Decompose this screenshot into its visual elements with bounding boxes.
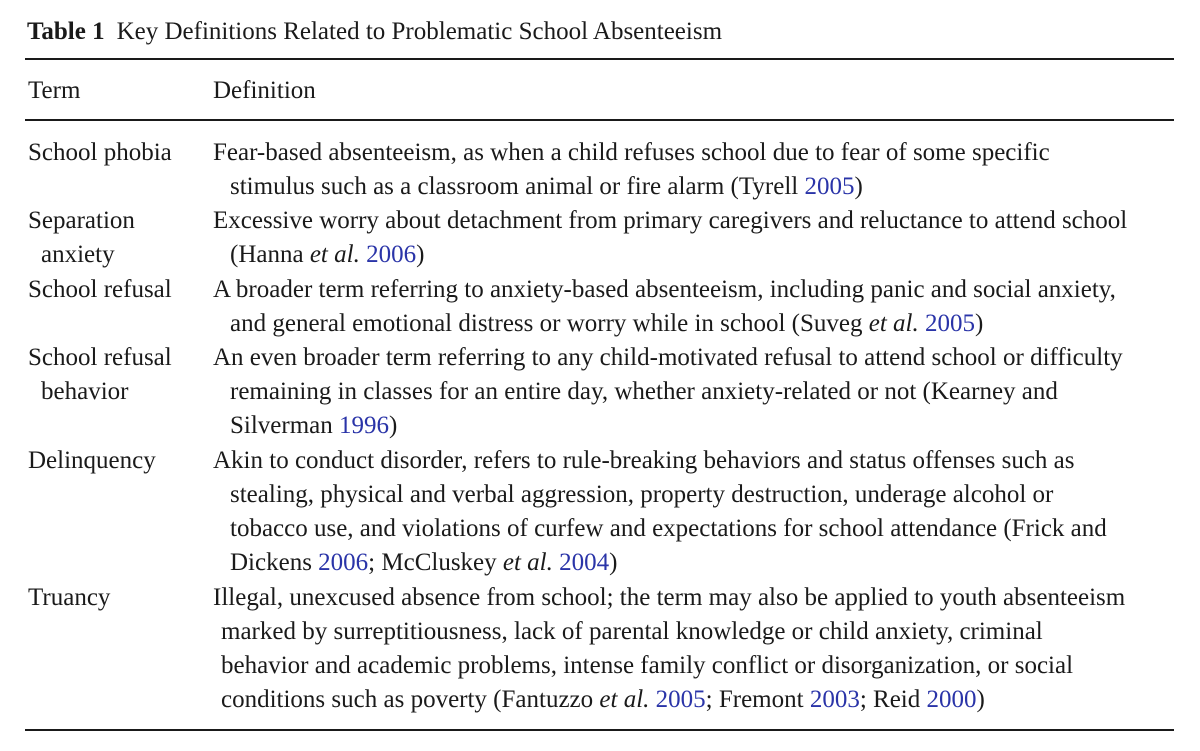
bottom-rule — [25, 729, 1174, 731]
definition-text: remaining in classes for an entire day, whether anxiety-related or not (Kearney and — [230, 378, 1058, 405]
definition-line — [213, 273, 1178, 307]
et-al-text: et al. — [502, 549, 553, 576]
et-al-text: et al. — [599, 686, 650, 713]
table-title: Key Definitions Related to Problematic School Absenteeism — [116, 18, 723, 45]
definition-text: stimulus such as a classroom animal or fire alarm (Tyrell — [230, 173, 805, 200]
definition-line — [213, 615, 1178, 649]
definition-text: An even broader term referring to any child-motivated refusal to attend school or difficulty — [213, 344, 1123, 371]
term-text: anxiety — [41, 241, 115, 268]
citation-year-link[interactable]: 2000 — [926, 686, 977, 713]
term-text: Separation — [28, 207, 135, 234]
citation-year-link[interactable]: 1996 — [339, 412, 390, 439]
definition-text: stealing, physical and verbal aggression, property destruction, underage alcohol or — [230, 481, 1054, 508]
header-rule — [25, 119, 1174, 121]
definition-text: behavior and academic problems, intense family conflict or disorganization, or social — [221, 652, 1074, 679]
term-cell — [28, 136, 208, 170]
column-header-term: Term — [28, 77, 81, 104]
definition-line — [213, 512, 1178, 546]
term-cell — [28, 581, 208, 615]
citation-year-link[interactable]: 2006 — [366, 241, 417, 268]
definition-text: ) — [976, 686, 985, 713]
definition-cell — [213, 341, 1178, 443]
definition-text: A broader term referring to anxiety-based absenteeism, including panic and social anxiety, — [213, 276, 1116, 303]
definition-text: ) — [609, 549, 618, 576]
definition-line — [213, 409, 1178, 443]
definition-text: ) — [389, 412, 398, 439]
citation-year-link[interactable]: 2005 — [804, 173, 855, 200]
definition-cell — [213, 273, 1178, 341]
definition-text: and general emotional distress or worry while in school (Suveg — [230, 310, 869, 337]
term-text: School refusal — [28, 344, 172, 371]
definition-line — [213, 170, 1178, 204]
definition-text: Silverman — [230, 412, 340, 439]
citation-year-link[interactable]: 2005 — [925, 310, 975, 337]
citation-year-link[interactable]: 2006 — [318, 549, 369, 576]
citation-year-link[interactable]: 2004 — [559, 549, 610, 576]
et-al-text: et al. — [309, 241, 360, 268]
definition-text: tobacco use, and violations of curfew and expectations for school attendance (Frick and — [230, 515, 1107, 542]
definition-line — [213, 478, 1178, 512]
definition-line — [213, 546, 1178, 580]
definition-cell — [213, 204, 1178, 272]
term-cell — [28, 444, 208, 478]
definition-cell — [213, 136, 1178, 204]
definition-line — [213, 444, 1178, 478]
definition-text: Illegal, unexcused absence from school; the term may also be applied to youth absenteeism — [213, 584, 1126, 611]
definition-line — [213, 341, 1178, 375]
definition-text: ; Fremont — [705, 686, 810, 713]
term-text: School refusal — [28, 276, 172, 303]
term-text: Delinquency — [28, 447, 156, 474]
citation-year-link[interactable]: 2003 — [809, 686, 860, 713]
definition-text: Dickens — [230, 549, 319, 576]
table-number: Table 1 — [27, 18, 105, 45]
definition-text: Fear-based absenteeism, as when a child refuses school due to fear of some specific — [213, 139, 1050, 166]
term-text: behavior — [41, 378, 129, 405]
top-rule — [25, 58, 1174, 60]
definition-cell — [213, 581, 1178, 717]
definition-text: Excessive worry about detachment from primary caregivers and reluctance to attend school — [213, 207, 1128, 234]
term-text: Truancy — [28, 584, 111, 611]
definition-line — [213, 581, 1178, 615]
definition-text: ; Reid — [859, 686, 927, 713]
definition-line — [213, 204, 1178, 238]
term-cell — [28, 341, 208, 409]
definition-text: ) — [416, 241, 425, 268]
definition-text: Akin to conduct disorder, refers to rule-breaking behaviors and status offenses such as — [213, 447, 1075, 474]
definition-line — [213, 683, 1178, 717]
et-al-text: et al. — [868, 310, 919, 337]
definition-text: marked by surreptitiousness, lack of parental knowledge or child anxiety, criminal — [221, 618, 1043, 645]
definition-text: conditions such as poverty (Fantuzzo — [221, 686, 600, 713]
definition-line — [213, 238, 1178, 272]
definition-line — [213, 307, 1178, 341]
definition-text: ) — [854, 173, 863, 200]
term-text: School phobia — [28, 139, 172, 166]
definition-text: ) — [975, 310, 984, 337]
citation-year-link[interactable]: 2005 — [655, 686, 706, 713]
column-header-definition: Definition — [213, 77, 316, 104]
term-cell — [28, 273, 208, 307]
definition-text: ; McCluskey — [368, 549, 503, 576]
definition-line — [213, 136, 1178, 170]
term-cell — [28, 204, 208, 272]
definition-cell — [213, 444, 1178, 580]
definition-line — [213, 375, 1178, 409]
definition-text: (Hanna — [230, 241, 310, 268]
definition-line — [213, 649, 1178, 683]
table-caption — [27, 18, 722, 46]
